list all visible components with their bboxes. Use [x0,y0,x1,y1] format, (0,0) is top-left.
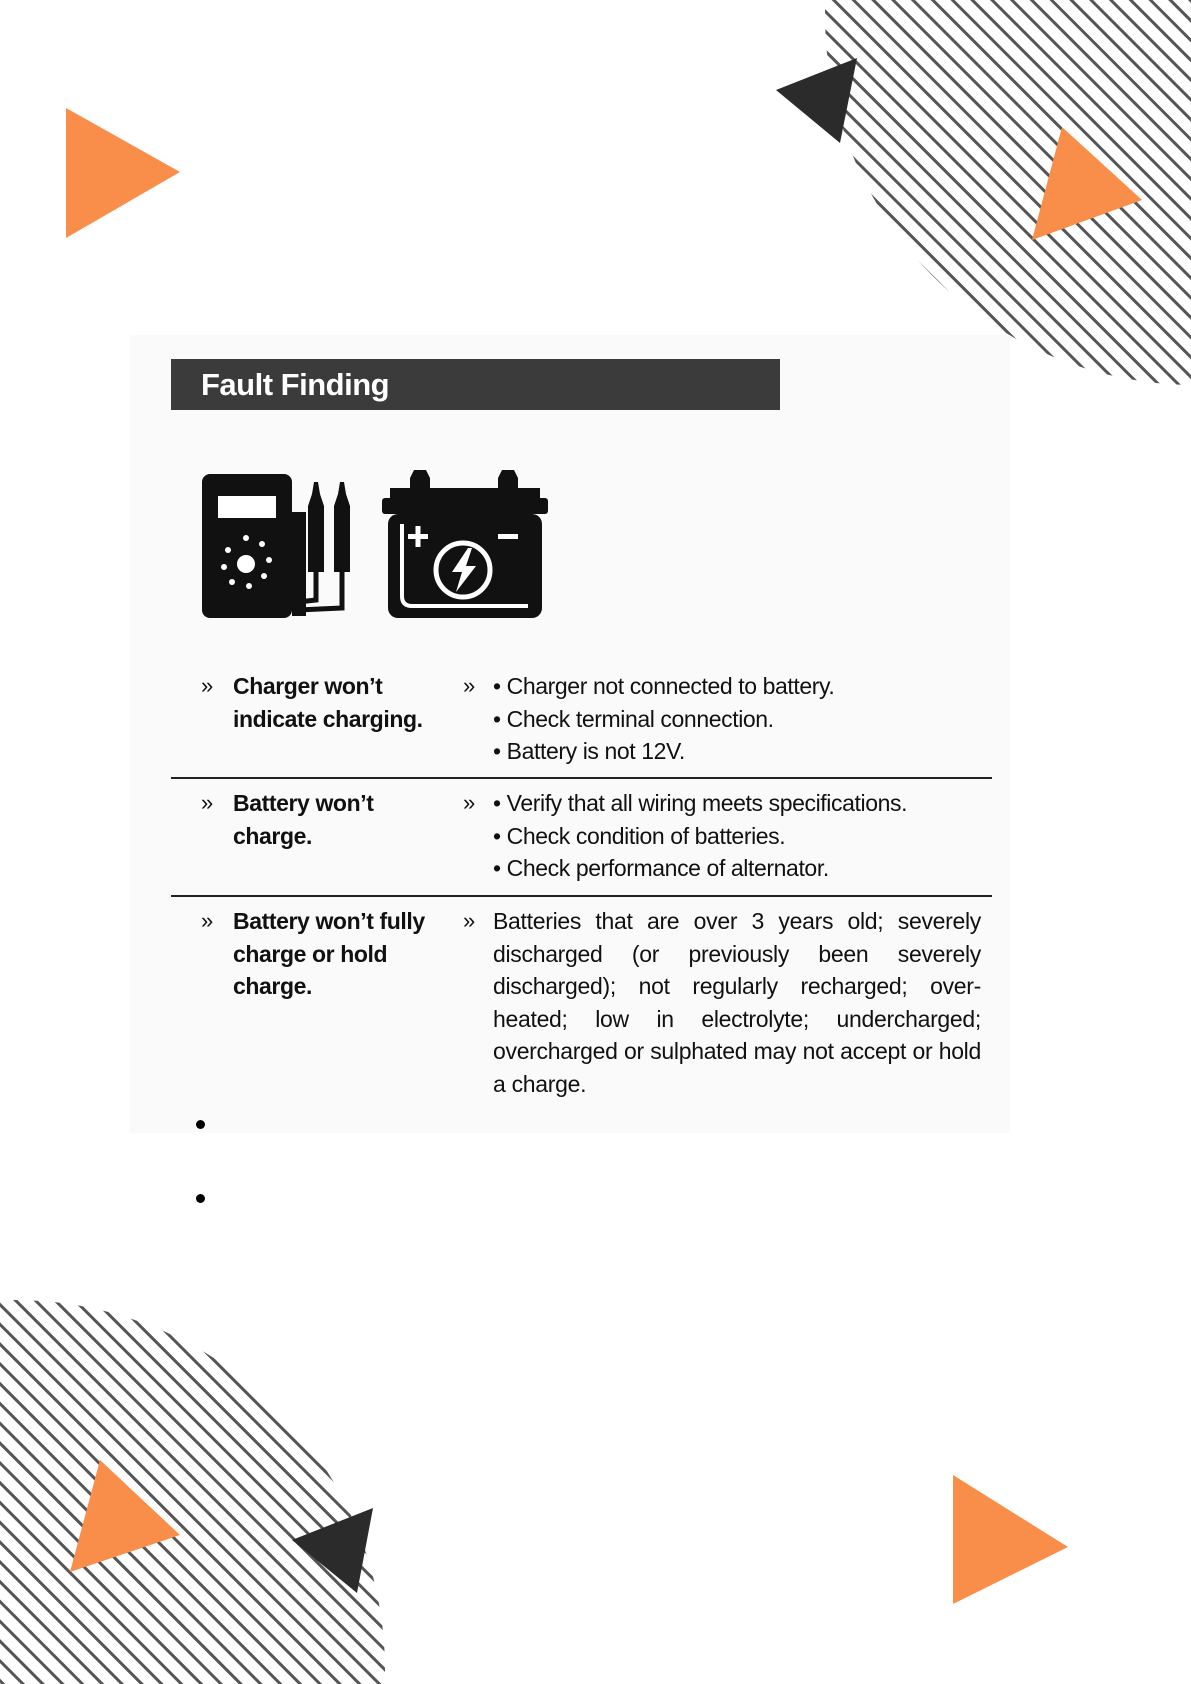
fault-solutions [493,787,981,885]
fault-row [171,787,992,887]
row-divider [171,777,992,779]
empty-list-bullet [196,1194,205,1203]
row-marker: » [201,673,214,698]
orange-triangle-top-left [66,108,180,238]
row-divider [171,895,992,897]
row-marker: » [201,908,214,933]
multimeter-icon [202,472,352,620]
section-title: Fault Finding [201,367,390,402]
orange-triangle-bottom-right [953,1475,1068,1604]
fault-question: Charger won’t indicate charging. [233,673,423,732]
striped-corner-bottom-left [0,1295,390,1684]
row-marker: » [463,673,476,698]
fault-row [171,905,992,1097]
fault-solution-paragraph: Batteries that are over 3 years old; severely discharged (or previously been severely discharged); not regularly recharged; over-heated; low in electrolyte; undercharged; overcharged or sulphated may not accept or hold a charge. [493,908,981,1097]
section-title-bar [171,359,780,410]
fault-question: Battery won’t fully charge or hold charge. [233,908,425,999]
solution-item: • Check condition of batteries. [493,820,981,853]
solution-item: • Check performance of alternator. [493,852,981,885]
row-marker: » [201,790,214,815]
row-marker: » [463,908,476,933]
solution-item: • Charger not connected to battery. [493,670,981,703]
row-marker: » [463,790,476,815]
solution-item: • Battery is not 12V. [493,735,981,768]
solution-item: • Check terminal connection. [493,703,981,736]
solution-item: • Verify that all wiring meets specifications. [493,787,981,820]
empty-list-bullet [196,1120,205,1129]
battery-icon [380,468,550,620]
fault-solutions [493,670,981,768]
fault-row [171,670,992,770]
fault-question: Battery won’t charge. [233,790,374,849]
